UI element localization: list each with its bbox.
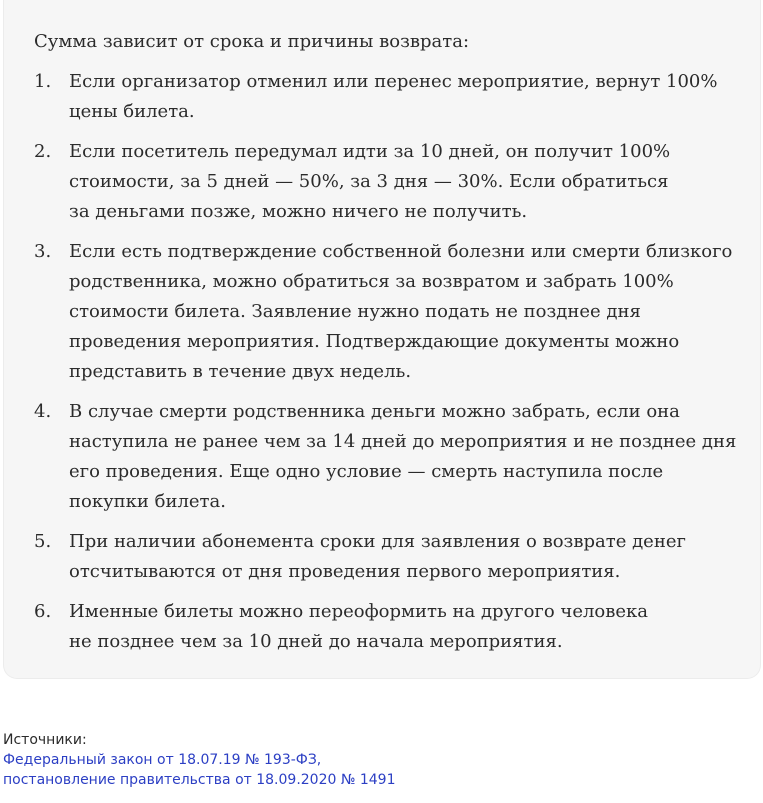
list-item-number: 1. (34, 71, 52, 92)
list-item-line: отсчитываются от дня проведения первого мероприятия. (69, 561, 621, 582)
list-item-line: проведения мероприятия. Подтверждающие документы можно (69, 331, 680, 352)
list-item-line: Если есть подтверждение собственной болезни или смерти близкого (69, 241, 733, 262)
list-item-number: 2. (34, 141, 52, 162)
source-link-government-decree[interactable]: постановление правительства от 18.09.2020 № 1491 (3, 772, 396, 788)
list-item-line: за деньгами позже, можно ничего не получить. (69, 201, 528, 222)
list-item-line: родственника, можно обратиться за возвратом и забрать 100% (69, 271, 674, 292)
list-item-number: 6. (34, 601, 52, 622)
list-item-text (69, 597, 648, 657)
list-item-line: его проведения. Еще одно условие — смерть наступила после (69, 461, 664, 482)
list-item-line: Если организатор отменил или перенес мероприятие, вернут 100% (69, 71, 718, 92)
list-item-text (69, 67, 717, 127)
list-item-number: 5. (34, 531, 52, 552)
list-item-text (69, 397, 736, 517)
source-link-federal-law[interactable]: Федеральный закон от 18.07.19 № 193-ФЗ, (3, 752, 322, 768)
list-item-text (69, 527, 686, 587)
answer-intro: Сумма зависит от срока и причины возврата: (34, 31, 470, 52)
list-item-line: стоимости билета. Заявление нужно подать не позднее дня (69, 301, 641, 322)
list-item-line: представить в течение двух недель. (69, 361, 412, 382)
list-item-line: В случае смерти родственника деньги можно забрать, если она (69, 401, 680, 422)
list-item-number: 4. (34, 401, 52, 422)
list-item-line: Именные билеты можно переоформить на другого человека (69, 601, 649, 622)
list-item-line: Если посетитель передумал идти за 10 дней, он получит 100% (69, 141, 671, 162)
sources-label: Источники: (3, 732, 87, 748)
list-item-line: цены билета. (69, 101, 195, 122)
answer-card (3, 0, 761, 679)
list-item-line: не позднее чем за 10 дней до начала мероприятия. (69, 631, 563, 652)
list-item-number: 3. (34, 241, 52, 262)
list-item-line: При наличии абонемента сроки для заявления о возврате денег (69, 531, 686, 552)
list-item-line: наступила не ранее чем за 14 дней до мероприятия и не позднее дня (69, 431, 737, 452)
list-item-line: стоимости, за 5 дней — 50%, за 3 дня — 30%. Если обратиться (69, 171, 669, 192)
list-item-line: покупки билета. (69, 491, 226, 512)
list-item-text (69, 137, 670, 227)
sources-block (3, 730, 396, 790)
list-item-text (69, 237, 732, 387)
